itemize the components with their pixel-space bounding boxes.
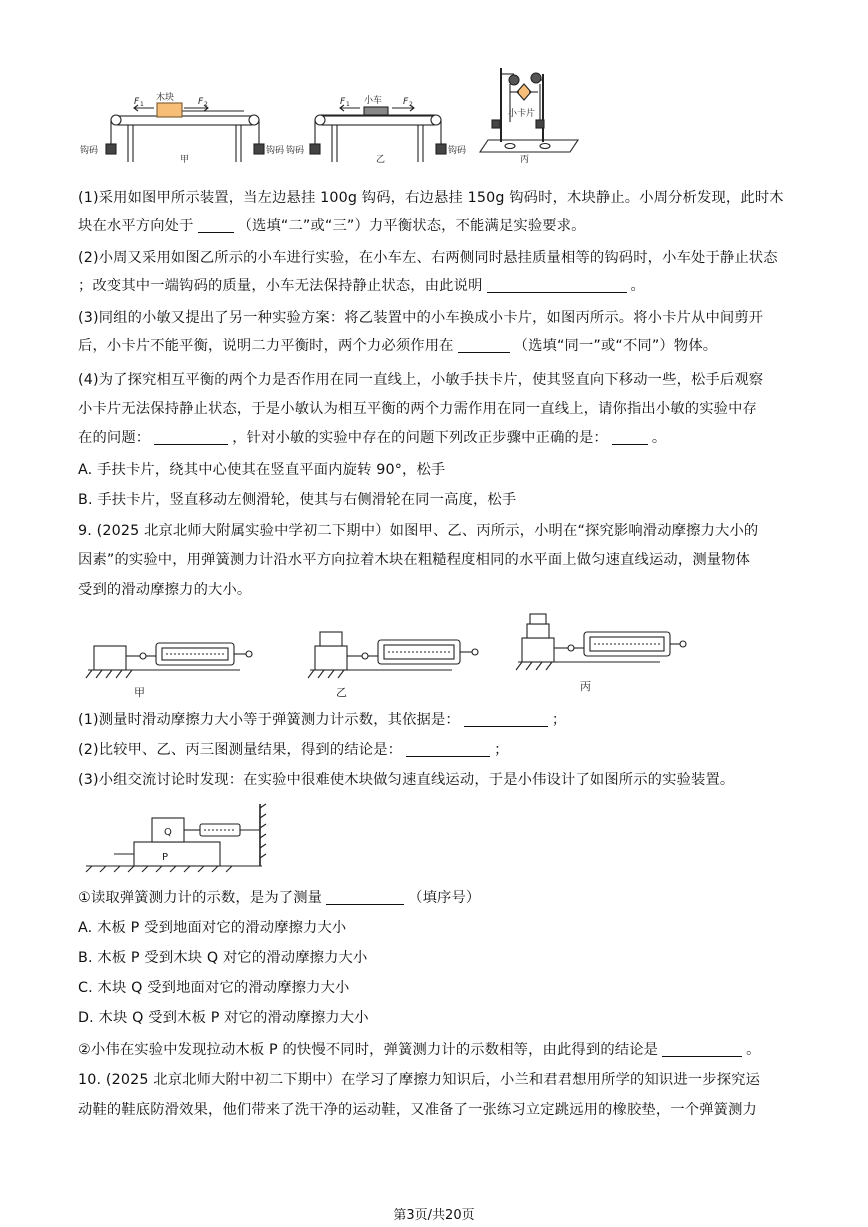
q9-sub1-text: (1)测量时滑动摩擦力大小等于弹簧测力计示数，其依据是： <box>78 712 460 728</box>
figure-jia <box>106 103 264 162</box>
fig-yi-f1-sub: 1 <box>346 101 350 108</box>
figure-yi <box>310 105 446 162</box>
q9-blank-3[interactable] <box>326 887 404 905</box>
q9-sub2 <box>78 736 790 764</box>
fig-yi-caption: 乙 <box>376 155 386 165</box>
fig-yi-block-label: 小车 <box>364 96 383 106</box>
q8-blank-1[interactable] <box>198 215 234 233</box>
q9-c1-tail: （填序号） <box>408 890 481 906</box>
figure-pq-apparatus <box>84 800 274 874</box>
q9-sub3-c1 <box>78 884 790 912</box>
q8-part1-line1: (1)采用如图甲所示装置，当左边悬挂 100g 钩码，右边悬挂 150g 钩码时，木块静止。小周分析发现，此时木 <box>78 190 784 206</box>
q8-blank-2[interactable] <box>487 275 627 293</box>
q9-sub1 <box>78 706 790 734</box>
fig-jia-f2-sub: 2 <box>204 101 208 108</box>
q9-sub2-tail: ； <box>494 742 509 758</box>
q9-sub1-tail: ； <box>551 712 567 728</box>
fig-bing-caption: 丙 <box>520 155 530 165</box>
fig-bing-card-label: 小卡片 <box>508 109 536 119</box>
q9-c2-text: ②小伟在实验中发现拉动木板 P 的快慢不同时，弹簧测力计的示数相等，由此得到的结论是 <box>78 1042 659 1058</box>
q8-part4-line2: 小卡片无法保持静止状态，于是小敏认为相互平衡的两个力需作用在同一直线上，请你指出小敏的实验中存 <box>78 401 757 417</box>
fig-yi-left-weight: 钩码 <box>286 146 305 156</box>
q8-part2-text: ；改变其中一端钩码的质量，小车无法保持静止状态，由此说明 <box>78 278 483 294</box>
q9-option-b: B. 木板 P 受到木块 Q 对它的滑动摩擦力大小 <box>78 950 368 966</box>
q8-part1-line2 <box>78 212 790 240</box>
q8-blank-5[interactable] <box>612 427 648 445</box>
q10-stem-line2: 动鞋的鞋底防滑效果，他们带来了洗干净的运动鞋，又准备了一张练习立定跳远用的橡胶垫，一个弹簧测力 <box>78 1102 757 1118</box>
q8-part4-text-mid: ，针对小敏的实验中存在的问题下列改正步骤中正确的是： <box>232 430 608 446</box>
fig-jia-f2: F <box>198 97 204 107</box>
q8-part1-text: 块在水平方向处于 <box>78 218 194 234</box>
q8-part3-line2 <box>78 332 790 360</box>
q9-stem-line2: 因素”的实验中，用弹簧测力计沿水平方向拉着木块在粗糙程度相同的水平面上做匀速直线运动，测量物体 <box>78 552 751 568</box>
q8-part4-text-tail: 。 <box>651 430 667 446</box>
q9-option-c: C. 木块 Q 受到地面对它的滑动摩擦力大小 <box>78 980 350 996</box>
setup-jia <box>86 643 252 678</box>
q8-part3-line1: (3)同组的小敏又提出了另一种实验方案：将乙装置中的小车换成小卡片，如图丙所示。将小卡片从中间剪开 <box>78 310 764 326</box>
fig-yi-right-weight: 钩码 <box>448 146 467 156</box>
q9-option-a: A. 木板 P 受到地面对它的滑动摩擦力大小 <box>78 920 347 936</box>
setup-yi <box>308 632 478 678</box>
fig-jia-f1: F <box>134 97 140 107</box>
figure-fig1 <box>70 62 590 166</box>
fig-yi-f2: F <box>403 97 409 107</box>
fig-yi-f1: F <box>340 97 346 107</box>
q9-c1-text: ①读取弹簧测力计的示数，是为了测量 <box>78 890 323 906</box>
q9-stem-line1: 9. (2025 北京北师大附属实验中学初二下期中）如图甲、乙、丙所示，小明在“探究影响滑动摩擦力大小的 <box>78 523 759 539</box>
q8-blank-3[interactable] <box>458 335 510 353</box>
fig-pq-label-q: Q <box>164 827 172 838</box>
q8-blank-4[interactable] <box>154 427 228 445</box>
q9-blank-1[interactable] <box>464 709 548 727</box>
q9-sub3-c2 <box>78 1036 790 1064</box>
fig-jia-left-weight: 钩码 <box>80 146 99 156</box>
q8-part3-text: 后，小卡片不能平衡，说明二力平衡时，两个力必须作用在 <box>78 338 454 354</box>
q9-sub2-text: (2)比较甲、乙、丙三图测量结果，得到的结论是： <box>78 742 403 758</box>
q9-blank-4[interactable] <box>662 1039 742 1057</box>
q9-stem-line3: 受到的滑动摩擦力的大小。 <box>78 582 252 598</box>
q9-option-d: D. 木块 Q 受到木板 P 对它的滑动摩擦力大小 <box>78 1010 369 1026</box>
q8-part4-text: 在的问题： <box>78 430 151 446</box>
q9-sub3: (3)小组交流讨论时发现：在实验中很难使木块做匀速直线运动，于是小伟设计了如图所示的实验装置。 <box>78 772 735 788</box>
setup-bing <box>516 614 686 670</box>
q8-part2-line2 <box>78 272 790 300</box>
fig-jia-right-weight: 钩码 <box>266 146 285 156</box>
setup-yi-caption: 乙 <box>336 686 347 699</box>
q8-part3-text-tail: （选填“同一”或“不同”）物体。 <box>513 338 718 354</box>
page-footer: 第3页/共20页 <box>393 1208 475 1223</box>
q10-stem-line1: 10. (2025 北京北师大附中初二下期中）在学习了摩擦力知识后，小兰和君君想用所学的知识进一步探究运 <box>78 1072 761 1088</box>
q8-option-a: A. 手扶卡片，绕其中心使其在竖直平面内旋转 90°，松手 <box>78 462 446 478</box>
fig-yi-f2-sub: 2 <box>409 101 413 108</box>
q8-part4-line1: (4)为了探究相互平衡的两个力是否作用在同一直线上，小敏手扶卡片，使其竖直向下移动一些，松手后观察 <box>78 372 764 388</box>
fig-jia-f1-sub: 1 <box>140 101 144 108</box>
q8-part4-line3 <box>78 424 790 452</box>
fig-jia-block-label: 木块 <box>156 93 175 103</box>
setup-jia-caption: 甲 <box>134 686 145 699</box>
fig-pq-label-p: P <box>162 852 169 863</box>
setup-bing-caption: 丙 <box>580 680 591 693</box>
q9-c2-tail: 。 <box>746 1042 761 1058</box>
q8-option-b: B. 手扶卡片，竖直移动左侧滑轮，使其与右侧滑轮在同一高度，松手 <box>78 492 517 508</box>
fig-jia-caption: 甲 <box>180 155 190 165</box>
q8-part2-text-tail: 。 <box>630 278 645 294</box>
figure-fig2 <box>80 612 700 702</box>
q9-blank-2[interactable] <box>406 739 490 757</box>
q8-part1-text-tail: （选填“二”或“三”）力平衡状态，不能满足实验要求。 <box>237 218 586 234</box>
q8-part2-line1: (2)小周又采用如图乙所示的小车进行实验，在小车左、右两侧同时悬挂质量相等的钩码时，小车处于静止状态 <box>78 250 778 266</box>
